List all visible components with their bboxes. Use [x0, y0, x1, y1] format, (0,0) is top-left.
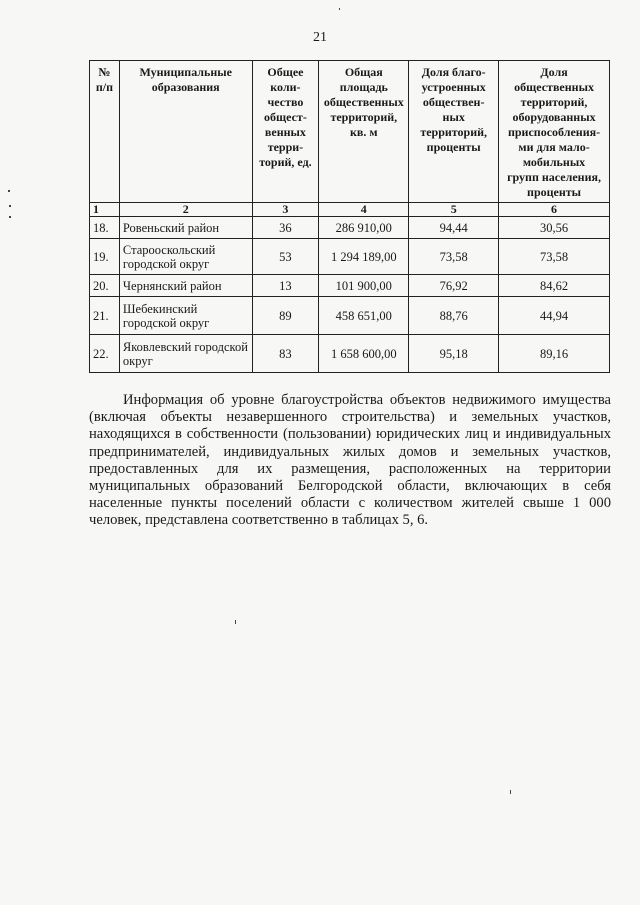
scan-mark	[9, 216, 11, 218]
scan-mark	[510, 790, 511, 794]
table-row	[90, 297, 610, 335]
header-cell: Общее коли- чество общест- венных терри- торий, ед.	[252, 61, 319, 203]
municipality-name: Чернянский район	[119, 275, 252, 297]
share-equipped: 84,62	[499, 275, 610, 297]
column-number: 2	[119, 203, 252, 217]
column-number-row	[90, 203, 610, 217]
share-equipped: 89,16	[499, 335, 610, 373]
territory-count: 53	[252, 239, 319, 275]
table-row	[90, 275, 610, 297]
scan-mark	[339, 8, 340, 10]
header-cell: Муниципальные образования	[119, 61, 252, 203]
table-row	[90, 217, 610, 239]
share-equipped: 30,56	[499, 217, 610, 239]
share-improved: 88,76	[409, 297, 499, 335]
municipality-name: Ровеньский район	[119, 217, 252, 239]
column-number: 6	[499, 203, 610, 217]
column-number: 1	[90, 203, 120, 217]
share-improved: 95,18	[409, 335, 499, 373]
territory-count: 13	[252, 275, 319, 297]
row-number: 18.	[90, 217, 120, 239]
column-number: 5	[409, 203, 499, 217]
share-equipped: 44,94	[499, 297, 610, 335]
share-improved: 76,92	[409, 275, 499, 297]
header-cell: Доля общественных территорий, оборудованных приспособления- ми для мало- мобильных групп населения, проценты	[499, 61, 610, 203]
header-row	[90, 61, 610, 203]
column-number: 4	[319, 203, 409, 217]
scan-mark	[235, 620, 236, 624]
share-improved: 94,44	[409, 217, 499, 239]
territory-area: 458 651,00	[319, 297, 409, 335]
municipality-name: Шебекинский городской округ	[119, 297, 252, 335]
header-cell: Общая площадь общественных территорий, кв. м	[319, 61, 409, 203]
row-number: 20.	[90, 275, 120, 297]
territory-count: 36	[252, 217, 319, 239]
row-number: 19.	[90, 239, 120, 275]
municipality-name: Старооскольский городской округ	[119, 239, 252, 275]
territory-area: 101 900,00	[319, 275, 409, 297]
territory-count: 83	[252, 335, 319, 373]
body-paragraph: Информация об уровне благоустройства объектов недвижимого имущества (включая объекты незавершенного строительства) и земельных участков, находящихся в собственности (пользовании) юридических лиц и индивидуальных предпринимателей, индивидуальных жилых домов и земельных участков, предоставленных для их размещения, расположенных на территории муниципальных образований Белгородской области, включающих в себя населенные пункты поселений области с количеством жителей свыше 1 000 человек, представлена соответственно в таблицах 5, 6.	[89, 392, 611, 529]
row-number: 21.	[90, 297, 120, 335]
public-territories-table	[89, 60, 610, 373]
territory-area: 1 294 189,00	[319, 239, 409, 275]
header-cell: № п/п	[90, 61, 120, 203]
share-equipped: 73,58	[499, 239, 610, 275]
table-row	[90, 335, 610, 373]
row-number: 22.	[90, 335, 120, 373]
table-row	[90, 239, 610, 275]
municipality-name: Яковлевский городской округ	[119, 335, 252, 373]
territory-count: 89	[252, 297, 319, 335]
scan-mark	[8, 190, 10, 192]
page-number: 21	[313, 30, 327, 45]
share-improved: 73,58	[409, 239, 499, 275]
column-number: 3	[252, 203, 319, 217]
territory-area: 1 658 600,00	[319, 335, 409, 373]
territory-area: 286 910,00	[319, 217, 409, 239]
scan-mark	[9, 205, 11, 207]
header-cell: Доля благо- устроенных обществен- ных территорий, проценты	[409, 61, 499, 203]
